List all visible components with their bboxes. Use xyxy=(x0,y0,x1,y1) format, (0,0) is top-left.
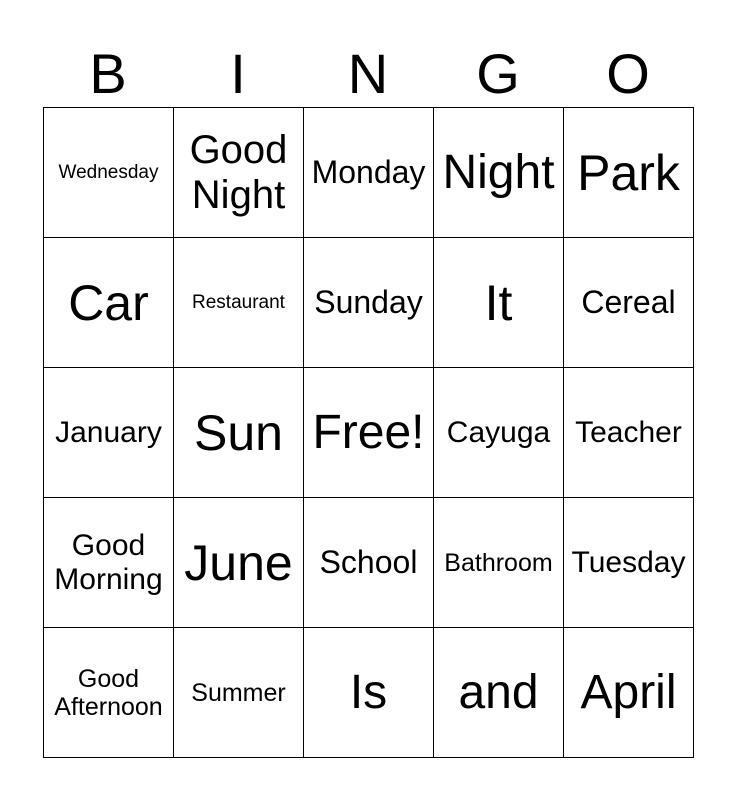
header-letter-o: O xyxy=(606,42,650,105)
bingo-cell: January xyxy=(44,368,174,498)
bingo-cell: School xyxy=(304,498,434,628)
bingo-cell: Night xyxy=(434,108,564,238)
bingo-cell: June xyxy=(174,498,304,628)
bingo-cell: Bathroom xyxy=(434,498,564,628)
bingo-cell: Good Night xyxy=(174,108,304,238)
bingo-cell free-space: Free! xyxy=(304,368,434,498)
bingo-row-3 xyxy=(44,368,694,498)
bingo-row-4 xyxy=(44,498,694,628)
bingo-cell: Sunday xyxy=(304,238,434,368)
bingo-cell: Car xyxy=(44,238,174,368)
bingo-cell: Monday xyxy=(304,108,434,238)
bingo-cell: Park xyxy=(564,108,694,238)
bingo-cell: Is xyxy=(304,628,434,758)
header-letter-b: B xyxy=(89,42,127,105)
header-letter-g: G xyxy=(476,42,520,105)
bingo-cell: Cayuga xyxy=(434,368,564,498)
bingo-cell: Restaurant xyxy=(174,238,304,368)
bingo-card xyxy=(43,107,694,758)
bingo-row-5 xyxy=(44,628,694,758)
bingo-cell: It xyxy=(434,238,564,368)
bingo-cell: Wednesday xyxy=(44,108,174,238)
bingo-cell: and xyxy=(434,628,564,758)
bingo-row-2 xyxy=(44,238,694,368)
header-letter-i: I xyxy=(230,42,246,105)
bingo-cell: Cereal xyxy=(564,238,694,368)
bingo-cell: Good Afternoon xyxy=(44,628,174,758)
bingo-cell: Good Morning xyxy=(44,498,174,628)
bingo-row-1 xyxy=(44,108,694,238)
bingo-cell: Teacher xyxy=(564,368,694,498)
bingo-cell: Summer xyxy=(174,628,304,758)
bingo-header xyxy=(43,40,693,108)
bingo-cell: Sun xyxy=(174,368,304,498)
header-letter-n: N xyxy=(347,42,389,105)
bingo-cell: April xyxy=(564,628,694,758)
bingo-cell: Tuesday xyxy=(564,498,694,628)
